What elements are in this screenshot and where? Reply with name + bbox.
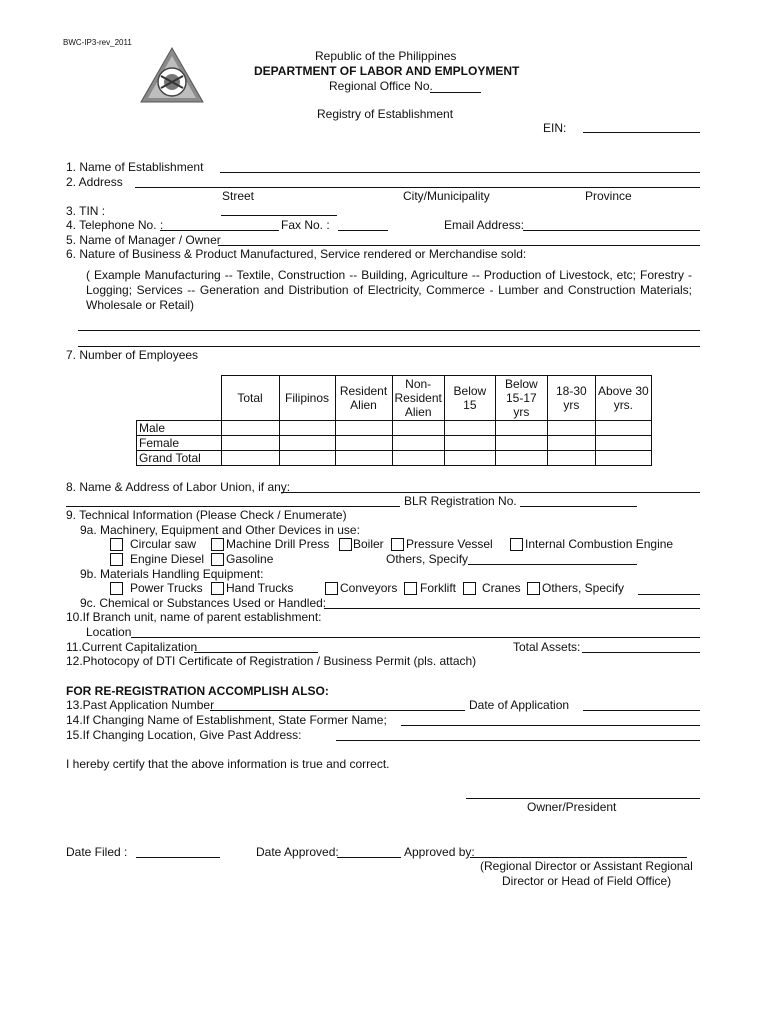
approved-by-label: Approved by: (404, 845, 475, 859)
date-app-line[interactable] (583, 710, 700, 711)
label-others-specify-b: Others, Specify (542, 581, 625, 595)
union-line-2[interactable] (66, 506, 400, 507)
employee-table (136, 375, 652, 466)
blr-line[interactable] (520, 506, 637, 507)
date-app-label: Date of Application (469, 698, 570, 712)
field-fax-line[interactable] (338, 230, 388, 231)
checkbox-pressure-vessel[interactable] (391, 538, 404, 551)
field-name-label: 1. Name of Establishment (66, 160, 204, 174)
label-power-trucks: Power Trucks (130, 581, 203, 595)
total-assets-label: Total Assets: (513, 640, 581, 654)
nature-line-2[interactable] (78, 346, 700, 347)
technical-title: 9. Technical Information (Please Check / Enumerate) (66, 508, 347, 522)
label-boiler: Boiler (353, 537, 384, 551)
union-label: 8. Name & Address of Labor Union, if any: (66, 480, 291, 494)
others-specify-a-line[interactable] (468, 564, 637, 565)
capitalization-label: 11.Current Capitalization (66, 640, 198, 654)
checkbox-forklift[interactable] (404, 582, 417, 595)
field-tin-line[interactable] (221, 215, 337, 216)
checkbox-conveyors[interactable] (325, 582, 338, 595)
address-street: Street (222, 189, 255, 203)
former-name-line[interactable] (401, 725, 700, 726)
header-department: DEPARTMENT OF LABOR AND EMPLOYMENT (254, 64, 520, 78)
owner-label: Owner/President (527, 800, 617, 814)
past-app-line[interactable] (210, 710, 465, 711)
others-specify-b-line[interactable] (638, 594, 700, 595)
col-below-15-17: Below 15-17 yrs (495, 376, 547, 421)
branch-label: 10.If Branch unit, name of parent establishment: (66, 610, 322, 624)
field-manager-line[interactable] (218, 245, 700, 246)
checkbox-circular-saw[interactable] (110, 538, 123, 551)
dti-label: 12.Photocopy of DTI Certificate of Registration / Business Permit (pls. attach) (66, 654, 477, 668)
field-telephone-label: 4. Telephone No. : (66, 218, 164, 232)
col-non-resident-alien: Non-Resident Alien (392, 376, 444, 421)
location-label: Location (86, 625, 132, 639)
label-circular-saw: Circular saw (130, 537, 197, 551)
label-hand-trucks: Hand Trucks (226, 581, 294, 595)
field-tin-label: 3. TIN : (66, 204, 106, 218)
date-filed-label: Date Filed : (66, 845, 128, 859)
field-name-line[interactable] (220, 172, 700, 173)
header-republic: Republic of the Philippines (315, 49, 457, 63)
total-assets-line[interactable] (582, 652, 700, 653)
label-gasoline: Gasoline (226, 552, 274, 566)
checkbox-cranes[interactable] (463, 582, 476, 595)
address-province: Province (585, 189, 632, 203)
row-female: Female (137, 436, 222, 451)
field-fax-label: Fax No. : (281, 218, 330, 232)
former-name-label: 14.If Changing Name of Establishment, State Former Name; (66, 713, 387, 727)
form-code: BWC-IP3-rev_2011 (63, 38, 132, 47)
header-regional-office: Regional Office No. (329, 79, 433, 93)
date-approved-label: Date Approved: (256, 845, 339, 859)
past-address-line[interactable] (336, 740, 700, 741)
field-address-line[interactable] (135, 187, 700, 188)
label-machine-drill-press: Machine Drill Press (226, 537, 330, 551)
past-address-label: 15.If Changing Location, Give Past Address: (66, 728, 302, 742)
ein-line[interactable] (583, 132, 700, 133)
col-18-30: 18-30 yrs (547, 376, 595, 421)
field-telephone-line[interactable] (160, 230, 279, 231)
owner-signature-line[interactable] (466, 798, 700, 799)
row-male: Male (137, 421, 222, 436)
row-grand-total: Grand Total (137, 451, 222, 466)
label-cranes: Cranes (482, 581, 521, 595)
approved-by-line[interactable] (470, 857, 687, 858)
capitalization-line[interactable] (194, 652, 318, 653)
union-line[interactable] (281, 492, 700, 493)
checkbox-gasoline[interactable] (211, 553, 224, 566)
blr-label: BLR Registration No. (404, 494, 517, 508)
ein-label: EIN: (543, 121, 567, 135)
field-manager-label: 5. Name of Manager / Owner (66, 233, 221, 247)
past-app-label: 13.Past Application Number (66, 698, 215, 712)
field-address-label: 2. Address (66, 175, 123, 189)
checkbox-engine-diesel[interactable] (110, 553, 123, 566)
col-resident-alien: Resident Alien (335, 376, 392, 421)
col-above-30: Above 30 yrs. (595, 376, 651, 421)
location-line[interactable] (131, 637, 700, 638)
reregistration-title: FOR RE-REGISTRATION ACCOMPLISH ALSO: (66, 684, 329, 698)
nature-line-1[interactable] (78, 330, 700, 331)
col-filipinos: Filipinos (279, 376, 335, 421)
label-conveyors: Conveyors (340, 581, 398, 595)
date-approved-line[interactable] (337, 857, 401, 858)
nature-example: ( Example Manufacturing -- Textile, Construction -- Building, Agriculture -- Production of Livestock, etc; Forestry - Logging; Services -- Generation and Distribution of Electricity, Commerce - Lumber and Construction Materials; Wholesale or Retail) (86, 268, 692, 312)
address-city: City/Municipality (403, 189, 490, 203)
checkbox-hand-trucks[interactable] (211, 582, 224, 595)
approver-title-2: Director or Head of Field Office) (502, 874, 672, 888)
certification-statement: I hereby certify that the above information is true and correct. (66, 757, 390, 771)
employees-label: 7. Number of Employees (66, 348, 199, 362)
registry-title: Registry of Establishment (317, 107, 454, 121)
materials-title: 9b. Materials Handling Equipment: (80, 567, 264, 581)
date-filed-line[interactable] (136, 857, 220, 858)
label-engine-diesel: Engine Diesel (130, 552, 205, 566)
checkbox-others-specify-b[interactable] (527, 582, 540, 595)
checkbox-boiler[interactable] (339, 538, 352, 551)
label-forklift: Forklift (420, 581, 456, 595)
checkbox-internal-combustion[interactable] (510, 538, 523, 551)
label-pressure-vessel: Pressure Vessel (406, 537, 493, 551)
checkbox-power-trucks[interactable] (110, 582, 123, 595)
approver-title-1: (Regional Director or Assistant Regional (480, 859, 693, 873)
field-email-label: Email Address: (444, 218, 525, 232)
dole-logo (139, 46, 205, 104)
col-below-15: Below 15 (444, 376, 495, 421)
field-email-line[interactable] (523, 230, 700, 231)
machinery-title: 9a. Machinery, Equipment and Other Devices in use: (80, 523, 360, 537)
chemical-line[interactable] (324, 608, 700, 609)
chemical-title: 9c. Chemical or Substances Used or Handled: (80, 596, 327, 610)
checkbox-machine-drill-press[interactable] (211, 538, 224, 551)
field-nature-label: 6. Nature of Business & Product Manufactured, Service rendered or Merchandise sold: (66, 247, 527, 261)
label-others-specify-a: Others, Specify (386, 552, 469, 566)
label-internal-combustion: Internal Combustion Engine (525, 537, 674, 551)
regional-office-line[interactable] (430, 92, 481, 93)
col-total: Total (221, 376, 279, 421)
